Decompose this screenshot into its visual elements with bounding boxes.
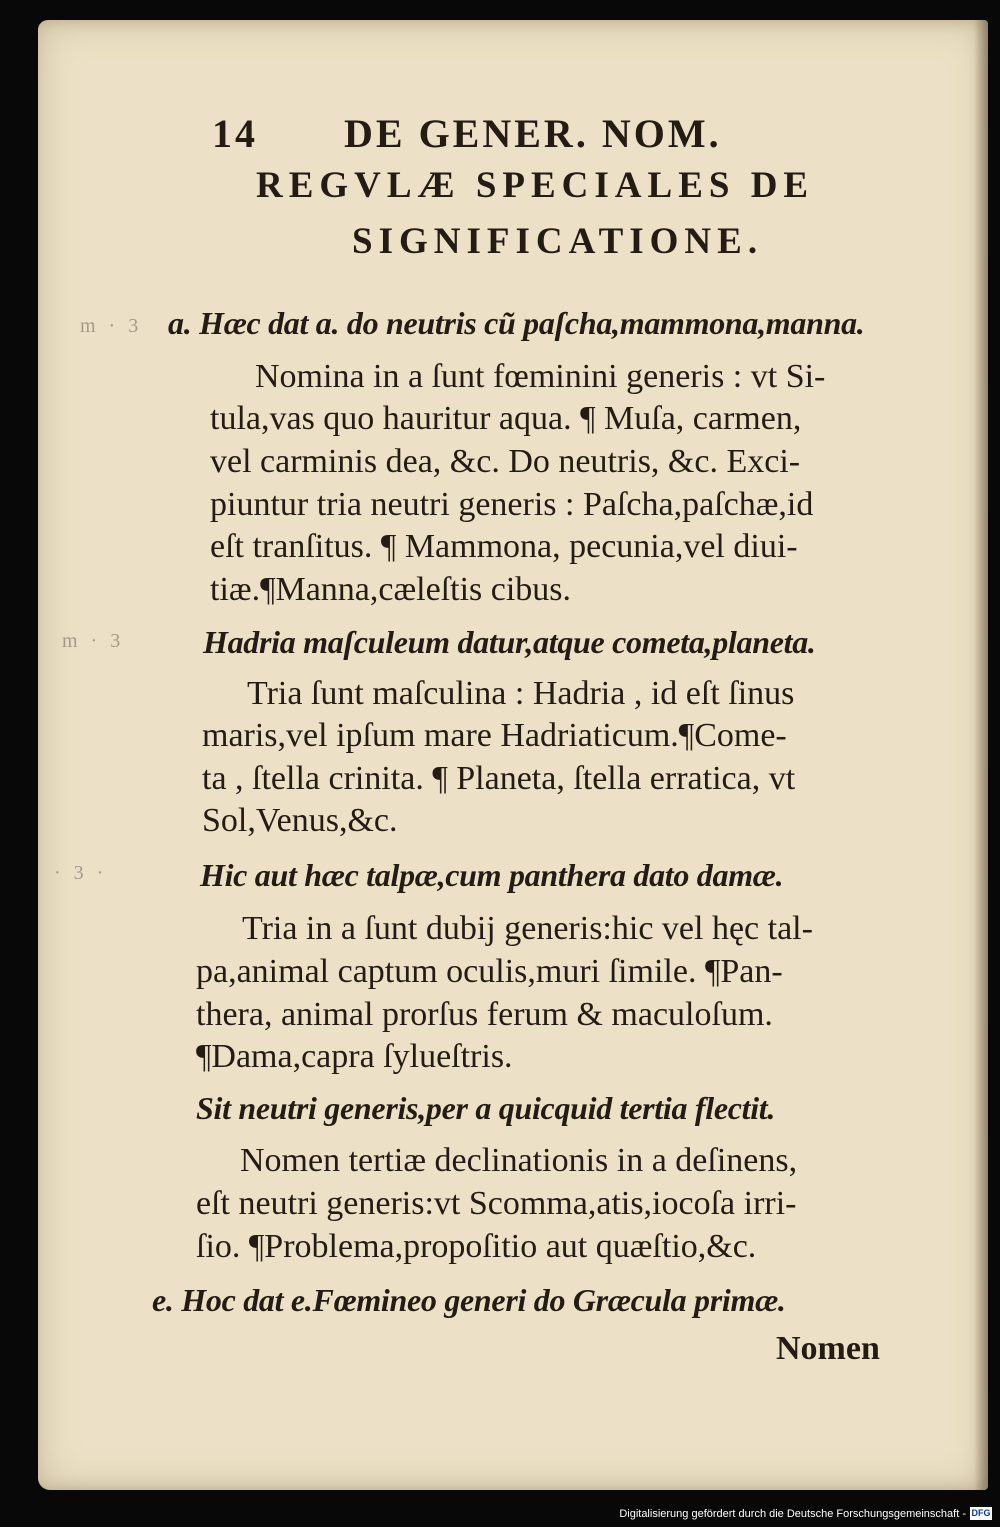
body-line: vel carminis dea, &c. Do neutris, &c. Exci- [210,443,801,480]
margin-note: m · 3 [80,315,143,337]
body-line: maris,vel ipſum mare Hadriaticum.¶Come- [202,717,787,754]
body-line: Tria ſunt maſculina : Hadria , id eſt ſinus [247,675,795,712]
digitization-credit: Digitalisierung gefördert durch die Deutsche Forschungsgemeinschaft - [619,1508,966,1520]
body-line: ¶Dama,capra ſylueſtris. [196,1038,513,1075]
dfg-logo: DFG [971,1508,991,1518]
body-line: tiæ.¶Manna,cæleſtis cibus. [210,571,572,608]
body-line: Nomen tertiæ declinationis in a deſinens, [240,1142,798,1179]
body-line: Sol,Venus,&c. [202,802,398,839]
body-line: tula,vas quo hauritur aqua. ¶ Muſa, carmen, [210,400,802,437]
running-title: DE GENER. NOM. [344,111,722,156]
section-title-line-2: SIGNIFICATIONE. [352,221,764,262]
page-spine-shadow [974,20,988,1490]
body-line: ſio. ¶Problema,propoſitio aut quæſtio,&c. [196,1228,757,1265]
page-number: 14 [212,111,258,156]
body-line: thera, animal prorſus ferum & maculoſum. [196,996,773,1033]
body-line: pa,animal captum oculis,muri ſimile. ¶Pan- [196,953,783,990]
catchword: Nomen [776,1330,880,1367]
margin-note: · 3 · [54,862,108,884]
body-line: Tria in a ſunt dubij generis:hic vel hęc tal- [242,910,813,947]
rule-verse: e. Hoc dat e.Fœmineo generi do Græcula primæ. [152,1282,786,1318]
rule-verse: a. Hæc dat a. do neutris cũ paſcha,mammona,manna. [168,305,865,341]
rule-verse: Sit neutri generis,per a quicquid tertia flectit. [196,1090,776,1126]
body-line: piuntur tria neutri generis : Paſcha,paſchæ,id [210,486,814,523]
rule-verse: Hadria maſculeum datur,atque cometa,planeta. [203,624,816,660]
body-line: Nomina in a ſunt fœminini generis : vt Si- [255,358,826,395]
body-line: ta , ſtella crinita. ¶ Planeta, ſtella erratica, vt [202,760,796,797]
rule-verse: Hic aut hæc talpæ,cum panthera dato damæ. [200,857,784,893]
body-line: eſt neutri generis:vt Scomma,atis,iocoſa irri- [196,1185,797,1222]
body-line: eſt tranſitus. ¶ Mammona, pecunia,vel diui- [210,528,798,565]
margin-note: m · 3 [62,630,125,652]
section-title-line-1: REGVLÆ SPECIALES DE [256,165,815,206]
